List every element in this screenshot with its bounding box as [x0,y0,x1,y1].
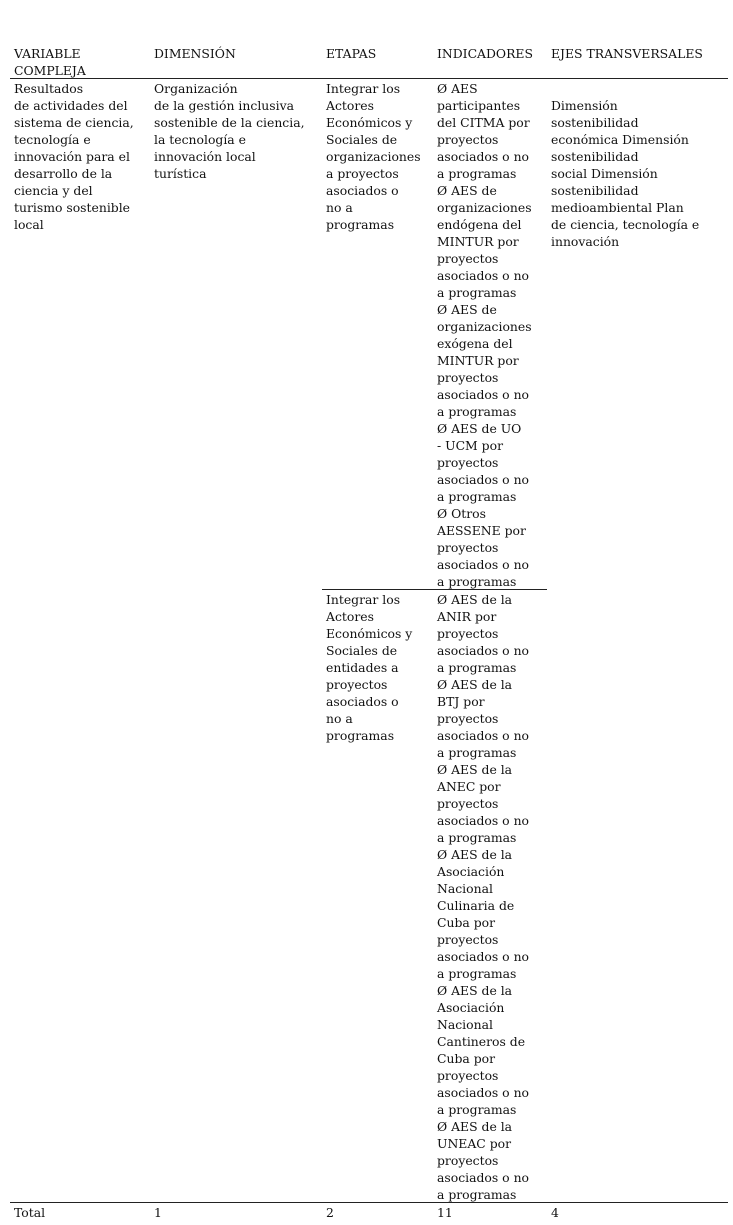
indicator-item: Ø AES de la Asociación Nacional Culinaria de Cuba por proyectos asociados o no a programas [437,847,530,981]
indicator-item: Ø AES de la ANIR por proyectos asociados o no a programas [437,592,530,675]
total-indicadores: 11 [437,1205,453,1220]
indicator-item: Ø AES de la ANEC por proyectos asociados o no a programas [437,762,530,845]
indicadores-group-organizaciones [437,80,547,590]
cell-etapa-organizaciones: Integrar los Actores Económicos y Sociales de organizaciones a proyectos asociados o no a programas [326,81,421,232]
total-etapas: 2 [326,1205,334,1220]
etapa-divider-rule [322,589,547,590]
header-etapas: ETAPAS [326,46,377,61]
indicator-item: Ø AES de la Asociación Nacional Cantineros de Cuba por proyectos asociados o no a programas [437,983,530,1117]
indicator-item: Ø AES de UO - UCM por proyectos asociados o no a programas [437,421,530,504]
cell-dimension: Organización de la gestión inclusiva sostenible de la ciencia, la tecnología e innovación local turística [154,81,305,181]
indicator-item: Ø AES de la BTJ por proyectos asociados o no a programas [437,677,530,760]
cell-etapa-entidades: Integrar los Actores Económicos y Sociales de entidades a proyectos asociados o no a programas [326,592,413,743]
indicadores-group-entidades [437,591,547,1203]
indicator-item: Ø Otros AESSENE por proyectos asociados o no a programas [437,506,530,589]
totals-rule [10,1202,728,1203]
total-dimension: 1 [154,1205,162,1220]
indicator-item: Ø AES de la UNEAC por proyectos asociados o no a programas [437,1119,530,1202]
header-indicadores: INDICADORES [437,46,533,61]
header-variable-compleja: VARIABLE COMPLEJA [14,46,86,78]
indicator-item: Ø AES de organizaciones endógena del MINTUR por proyectos asociados o no a programas [437,183,532,300]
ejes-text: Dimensión sostenibilidad económica Dimensión sostenibilidad social Dimensión sostenibilidad medioambiental Plan de ciencia, tecnología e innovación [551,98,700,249]
cell-variable-compleja: Resultados de actividades del sistema de ciencia, tecnología e innovación para el desarrollo de la ciencia y del turismo sostenible local [14,81,134,232]
cell-ejes-transversales [551,80,726,267]
total-label: Total [14,1205,46,1220]
header-rule [10,78,728,79]
indicator-item: Ø AES de organizaciones exógena del MINTUR por proyectos asociados o no a programas [437,302,532,419]
header-dimension: DIMENSIÓN [154,46,236,61]
indicator-item: Ø AES participantes del CITMA por proyectos asociados o no a programas [437,81,530,181]
total-ejes: 4 [551,1205,559,1220]
header-ejes-transversales: EJES TRANSVERSALES [551,46,703,61]
